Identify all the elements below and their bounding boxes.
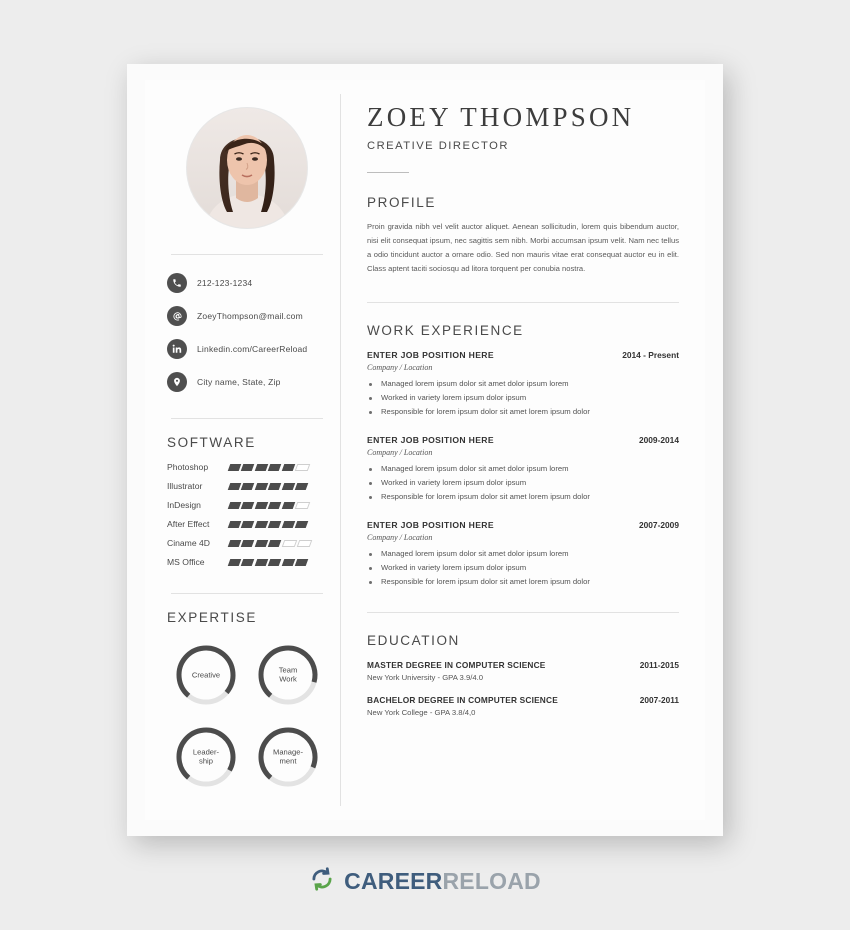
software-level-segment (228, 464, 242, 471)
resume-inner (145, 80, 705, 820)
education-school: New York University - GPA 3.9/4.0 (367, 673, 484, 683)
education-item-header (367, 660, 679, 670)
software-level-segment (281, 521, 295, 528)
education-section-title: EDUCATION (367, 633, 460, 649)
software-name: Ciname 4D (167, 538, 210, 548)
portrait-photo (187, 108, 307, 228)
software-level-segment (268, 540, 282, 547)
software-level-bar (229, 521, 307, 528)
software-level-segment (241, 483, 255, 490)
work-item (367, 435, 679, 501)
work-position: ENTER JOB POSITION HERE (367, 520, 494, 531)
work-item-header (367, 435, 679, 445)
page-title: ZOEY THOMPSON (367, 102, 635, 132)
expertise-grid (167, 641, 327, 791)
software-level-segment (268, 559, 282, 566)
software-list (167, 462, 327, 567)
software-section-title: SOFTWARE (167, 435, 256, 450)
expertise-ring (172, 723, 240, 791)
education-degree: BACHELOR DEGREE IN COMPUTER SCIENCE (367, 695, 558, 706)
work-item-header (367, 350, 679, 360)
profile-section-title: PROFILE (367, 195, 436, 210)
software-level-segment (228, 540, 242, 547)
software-level-segment (281, 540, 297, 547)
software-level-segment (295, 483, 309, 490)
work-bullet-list (367, 379, 679, 416)
site-footer (0, 866, 850, 897)
software-level-segment (241, 559, 255, 566)
work-bullet: Responsible for lorem ipsum dolor sit amet lorem ipsum dolor (367, 492, 679, 501)
software-level-segment (297, 540, 313, 547)
resume-page (127, 64, 723, 836)
brand-logo-text (344, 868, 541, 895)
work-date: 2014 - Present (622, 350, 679, 361)
phone-icon (167, 273, 187, 293)
divider (367, 302, 679, 303)
contact-location-text: City name, State, Zip (197, 377, 281, 387)
divider (367, 172, 409, 173)
software-level-segment (255, 559, 269, 566)
software-row (167, 538, 327, 548)
education-date: 2007-2011 (639, 695, 679, 706)
contact-location[interactable] (167, 372, 327, 392)
work-bullet: Worked in variety lorem ipsum dolor ipsum (367, 478, 679, 487)
expertise-ring (254, 641, 322, 709)
avatar (187, 108, 307, 228)
software-level-bar (229, 559, 307, 566)
work-list (367, 350, 679, 586)
work-date: 2007-2009 (638, 520, 679, 531)
software-level-bar (229, 464, 309, 471)
software-level-segment (228, 559, 242, 566)
software-level-segment (228, 521, 242, 528)
education-item (367, 695, 679, 717)
right-column (341, 80, 705, 820)
software-level-segment (268, 521, 282, 528)
software-level-segment (281, 559, 295, 566)
expertise-label: Leader- ship (192, 747, 220, 766)
education-item (367, 660, 679, 682)
software-level-segment (281, 483, 295, 490)
software-level-segment (268, 502, 282, 509)
software-row (167, 500, 327, 510)
software-name: After Effect (167, 519, 210, 529)
profile-text: Proin gravida nibh vel velit auctor aliquet. Aenean sollicitudin, lorem quis bibendum auctor, nisi elit consequat ipsum, nec sagittis sem nibh. Morbi accumsan ipsum velit. Nam nec tellus a odio tincidunt auctor a ornare odio. Sed non mauris vitae erat consequat auctor eu in elit. Class aptent taciti sociosqu ad litora torquent per conubia nostra. (367, 222, 679, 274)
software-level-segment (255, 521, 269, 528)
divider (171, 593, 323, 594)
work-bullet-list (367, 549, 679, 586)
expertise-label: Manage- ment (273, 747, 303, 766)
software-level-segment (228, 483, 242, 490)
software-level-segment (241, 464, 255, 471)
software-level-bar (229, 540, 311, 547)
software-row (167, 557, 327, 567)
divider (171, 254, 323, 255)
software-row (167, 519, 327, 529)
contact-linkedin[interactable] (167, 339, 327, 359)
recycle-arrows-icon (309, 866, 335, 897)
linkedin-icon (167, 339, 187, 359)
software-level-segment (295, 559, 309, 566)
software-name: MS Office (167, 557, 205, 567)
email-icon (167, 306, 187, 326)
work-company: Company / Location (367, 448, 433, 458)
location-icon (167, 372, 187, 392)
software-level-segment (281, 464, 295, 471)
work-bullet: Responsible for lorem ipsum dolor sit amet lorem ipsum dolor (367, 577, 679, 586)
software-level-segment (268, 483, 282, 490)
software-level-segment (295, 502, 311, 509)
work-bullet: Worked in variety lorem ipsum dolor ipsum (367, 563, 679, 572)
work-section-title: WORK EXPERIENCE (367, 323, 524, 339)
software-level-segment (295, 521, 309, 528)
contact-email-text: ZoeyThompson@mail.com (197, 311, 303, 321)
software-name: InDesign (167, 500, 201, 510)
work-company: Company / Location (367, 533, 433, 543)
work-position: ENTER JOB POSITION HERE (367, 350, 494, 361)
contact-list (167, 273, 327, 392)
software-name: Illustrator (167, 481, 203, 491)
expertise-label: Creative (191, 670, 221, 680)
left-column (145, 80, 341, 820)
contact-linkedin-text: Linkedin.com/CareerReload (197, 344, 308, 354)
divider (171, 418, 323, 419)
software-level-bar (229, 502, 309, 509)
brand-name-primary: CAREER (344, 868, 443, 894)
work-bullet: Managed lorem ipsum dolor sit amet dolor ipsum lorem (367, 464, 679, 473)
education-school: New York College - GPA 3.8/4,0 (367, 708, 476, 718)
software-level-segment (281, 502, 295, 509)
software-level-segment (255, 483, 269, 490)
education-list (367, 660, 679, 717)
work-bullet: Worked in variety lorem ipsum dolor ipsum (367, 393, 679, 402)
job-role-subtitle: CREATIVE DIRECTOR (367, 140, 509, 152)
software-level-segment (255, 540, 269, 547)
education-degree: MASTER DEGREE IN COMPUTER SCIENCE (367, 660, 546, 671)
software-level-bar (229, 483, 307, 490)
contact-phone-text: 212-123-1234 (197, 278, 253, 288)
work-bullet: Responsible for lorem ipsum dolor sit amet lorem ipsum dolor (367, 407, 679, 416)
work-bullet: Managed lorem ipsum dolor sit amet dolor ipsum lorem (367, 549, 679, 558)
work-item (367, 520, 679, 586)
software-level-segment (241, 502, 255, 509)
expertise-label: Team Work (278, 665, 298, 684)
software-level-segment (228, 502, 242, 509)
contact-phone[interactable] (167, 273, 327, 293)
work-bullet-list (367, 464, 679, 501)
software-level-segment (255, 502, 269, 509)
education-item-header (367, 695, 679, 705)
brand-name-secondary: RELOAD (442, 868, 541, 894)
software-name: Photoshop (167, 462, 209, 472)
work-position: ENTER JOB POSITION HERE (367, 435, 494, 446)
software-level-segment (255, 464, 269, 471)
software-row (167, 462, 327, 472)
work-item-header (367, 520, 679, 530)
work-company: Company / Location (367, 363, 433, 373)
software-level-segment (241, 540, 255, 547)
software-level-segment (268, 464, 282, 471)
software-level-segment (241, 521, 255, 528)
software-level-segment (295, 464, 311, 471)
expertise-section-title: EXPERTISE (167, 610, 257, 625)
education-date: 2011-2015 (639, 660, 679, 671)
contact-email[interactable] (167, 306, 327, 326)
software-row (167, 481, 327, 491)
divider (367, 612, 679, 613)
expertise-ring (254, 723, 322, 791)
work-date: 2009-2014 (638, 435, 679, 446)
work-bullet: Managed lorem ipsum dolor sit amet dolor ipsum lorem (367, 379, 679, 388)
expertise-ring (172, 641, 240, 709)
work-item (367, 350, 679, 416)
